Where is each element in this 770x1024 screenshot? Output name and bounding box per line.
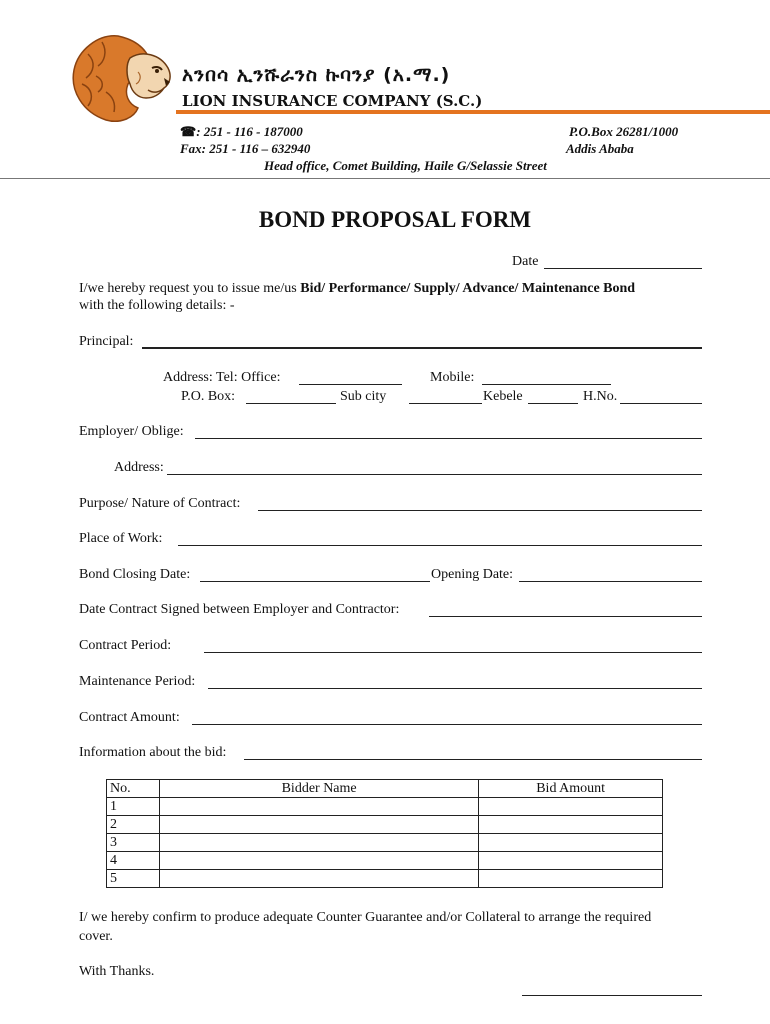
bid-amount-cell[interactable] [479, 834, 663, 852]
principal-label: Principal: [79, 334, 134, 349]
bidder-name-cell[interactable] [159, 816, 478, 834]
place-of-work-label: Place of Work: [79, 531, 163, 546]
employer-field[interactable] [195, 438, 702, 439]
confirmation-line-1: I/ we hereby confirm to produce adequate Counter Guarantee and/or Collateral to arrange the required [79, 910, 652, 925]
column-header-bid-amount: Bid Amount [479, 780, 663, 798]
signature-field[interactable] [522, 995, 702, 996]
address-field[interactable] [167, 474, 702, 475]
sub-city-label: Sub city [340, 389, 387, 404]
with-thanks: With Thanks. [79, 964, 155, 979]
date-signed-field[interactable] [429, 616, 702, 617]
table-row [107, 852, 663, 870]
telephone-icon: ☎ [180, 124, 197, 139]
sub-city-field[interactable] [409, 403, 482, 404]
closing-date-field[interactable] [200, 581, 430, 582]
bid-amount-cell[interactable] [479, 870, 663, 888]
bid-amount-cell[interactable] [479, 798, 663, 816]
purpose-label: Purpose/ Nature of Contract: [79, 496, 241, 511]
head-office-address: Head office, Comet Building, Haile G/Selassie Street [264, 158, 547, 173]
table-header-row [107, 780, 663, 798]
bidder-name-cell[interactable] [159, 852, 478, 870]
bid-info-label: Information about the bid: [79, 745, 227, 760]
address-tel-office-label: Address: Tel: Office: [163, 370, 281, 385]
opening-date-field[interactable] [519, 581, 702, 582]
row-number: 3 [107, 834, 160, 852]
intro-suffix: with the following details: - [79, 298, 235, 313]
house-no-label: H.No. [583, 389, 618, 404]
purpose-field[interactable] [258, 510, 702, 511]
bidder-name-cell[interactable] [159, 834, 478, 852]
po-box-field[interactable] [246, 403, 336, 404]
row-number: 1 [107, 798, 160, 816]
po-box: P.O.Box 26281/1000 [569, 124, 679, 139]
table-row [107, 834, 663, 852]
phone-line [180, 124, 303, 139]
date-label: Date [512, 254, 539, 269]
intro-prefix: I/we hereby request you to issue me/us [79, 281, 301, 296]
table-row [107, 798, 663, 816]
kebele-field[interactable] [528, 403, 578, 404]
kebele-label: Kebele [483, 389, 523, 404]
employer-label: Employer/ Oblige: [79, 424, 184, 439]
place-of-work-field[interactable] [178, 545, 702, 546]
bid-amount-cell[interactable] [479, 816, 663, 834]
company-name-amharic: አንበሳ ኢንሹራንስ ኩባንያ (አ.ማ.) [182, 64, 451, 86]
form-title: BOND PROPOSAL FORM [258, 207, 532, 232]
contract-period-field[interactable] [204, 652, 702, 653]
principal-field[interactable] [142, 347, 702, 349]
phone-number: : 251 - 116 - 187000 [196, 124, 303, 139]
lion-head-logo [68, 32, 176, 124]
maintenance-period-label: Maintenance Period: [79, 674, 196, 689]
row-number: 4 [107, 852, 160, 870]
date-field[interactable] [544, 268, 702, 269]
fax-number: Fax: 251 - 116 – 632940 [180, 141, 311, 156]
contract-amount-label: Contract Amount: [79, 710, 180, 725]
row-number: 2 [107, 816, 160, 834]
table-row [107, 816, 663, 834]
header-divider [0, 178, 770, 179]
contract-amount-field[interactable] [192, 724, 702, 725]
city: Addis Ababa [566, 141, 634, 156]
table-row [107, 870, 663, 888]
address-label: Address: [114, 460, 164, 475]
company-name: LION INSURANCE COMPANY (S.C.) [182, 92, 483, 110]
tel-office-field[interactable] [299, 384, 402, 385]
bid-amount-cell[interactable] [479, 852, 663, 870]
maintenance-period-field[interactable] [208, 688, 702, 689]
house-no-field[interactable] [620, 403, 702, 404]
closing-date-label: Bond Closing Date: [79, 567, 191, 582]
confirmation-line-2: cover. [79, 929, 113, 944]
column-header-no: No. [107, 780, 160, 798]
row-number: 5 [107, 870, 160, 888]
header-accent-rule [176, 110, 770, 114]
bidder-name-cell[interactable] [159, 870, 478, 888]
po-box-label: P.O. Box: [181, 389, 236, 404]
bid-table [106, 779, 663, 888]
intro-text [79, 281, 635, 297]
bidder-name-cell[interactable] [159, 798, 478, 816]
date-signed-label: Date Contract Signed between Employer and Contractor: [79, 602, 400, 617]
bid-info-field[interactable] [244, 759, 702, 760]
mobile-field[interactable] [482, 384, 611, 385]
contract-period-label: Contract Period: [79, 638, 172, 653]
column-header-bidder-name: Bidder Name [159, 780, 478, 798]
mobile-label: Mobile: [430, 370, 475, 385]
bond-types: Bid/ Performance/ Supply/ Advance/ Maintenance Bond [300, 281, 636, 296]
opening-date-label: Opening Date: [431, 567, 514, 582]
